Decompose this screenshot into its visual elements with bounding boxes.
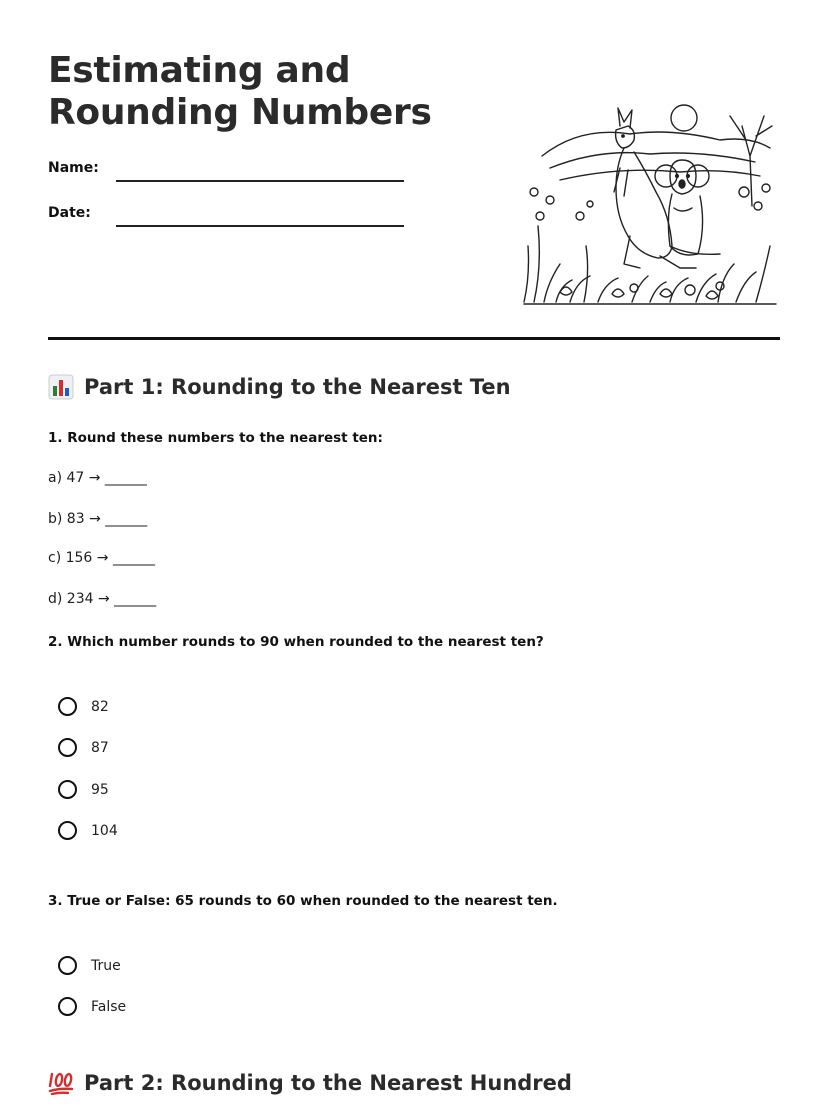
question-1-item-a[interactable]: a) 47 → ______: [48, 470, 147, 486]
radio-button[interactable]: [58, 738, 77, 757]
part-2-title: Part 2: Rounding to the Nearest Hundred: [84, 1071, 572, 1095]
option-label: 87: [91, 739, 109, 756]
date-field[interactable]: [116, 225, 404, 227]
option-label: True: [91, 957, 121, 974]
question-3-option[interactable]: [58, 997, 126, 1016]
kangaroo-koala-illustration: [520, 96, 780, 310]
question-2-option[interactable]: [58, 821, 118, 840]
question-2-option[interactable]: [58, 697, 109, 716]
option-label: 95: [91, 781, 109, 798]
question-3-prompt: 3. True or False: 65 rounds to 60 when rounded to the nearest ten.: [48, 893, 558, 909]
hundred-points-icon: [48, 1070, 74, 1096]
option-label: 82: [91, 698, 109, 715]
option-label: 104: [91, 822, 118, 839]
part-2-heading: [48, 1070, 572, 1096]
radio-button[interactable]: [58, 697, 77, 716]
question-1-item-d[interactable]: d) 234 → ______: [48, 591, 157, 607]
radio-button[interactable]: [58, 956, 77, 975]
radio-button[interactable]: [58, 821, 77, 840]
question-3-option[interactable]: [58, 956, 121, 975]
part-1-heading: [48, 374, 511, 400]
radio-button[interactable]: [58, 997, 77, 1016]
question-2-option[interactable]: [58, 738, 109, 757]
part-1-title: Part 1: Rounding to the Nearest Ten: [84, 375, 511, 399]
question-1-prompt: 1. Round these numbers to the nearest ten:: [48, 430, 383, 446]
worksheet-title: [48, 50, 468, 134]
title-line-1: Estimating and: [48, 50, 351, 91]
question-1-item-c[interactable]: c) 156 → ______: [48, 550, 155, 566]
radio-button[interactable]: [58, 780, 77, 799]
option-label: False: [91, 998, 127, 1015]
date-label: Date:: [48, 205, 91, 221]
question-1-item-b[interactable]: b) 83 → ______: [48, 511, 148, 527]
question-2-prompt: 2. Which number rounds to 90 when rounded to the nearest ten?: [48, 634, 544, 650]
title-line-2: Rounding Numbers: [48, 92, 432, 133]
name-field[interactable]: [116, 180, 404, 182]
header-divider: [48, 337, 780, 340]
question-2-option[interactable]: [58, 780, 109, 799]
bar-chart-icon: [48, 374, 74, 400]
name-label: Name:: [48, 160, 99, 176]
